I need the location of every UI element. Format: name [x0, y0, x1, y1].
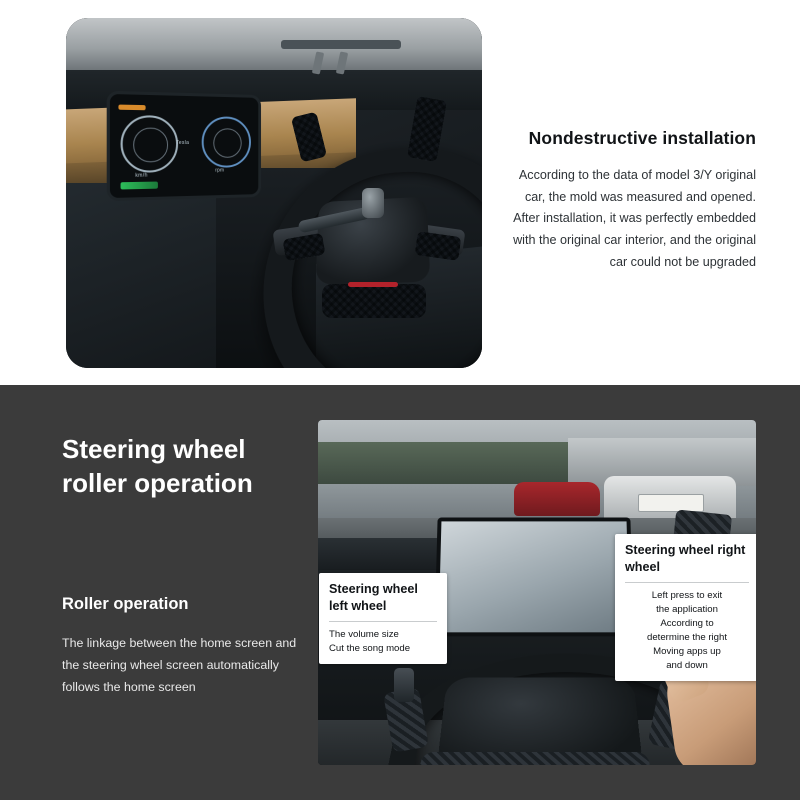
callout-right-line-4: determine the right: [647, 631, 727, 643]
gauge-inner-ring: [213, 128, 242, 158]
stalk-knob: [362, 188, 384, 218]
speed-gauge-icon: [121, 115, 179, 173]
bottom-section: [0, 385, 800, 800]
bottom-subheading: Roller operation: [62, 594, 189, 613]
callout-left-line-2: Cut the song mode: [329, 643, 411, 655]
windshield: [66, 18, 482, 78]
carbon-trim-top-left: [291, 112, 327, 163]
callout-right-title: Steering wheel right wheel: [625, 543, 746, 574]
air-vent: [281, 40, 401, 49]
steering-wheel: [244, 76, 482, 366]
callout-divider: [625, 582, 749, 583]
top-heading: Nondestructive installation: [528, 128, 756, 148]
red-center-stripe: [348, 282, 398, 287]
top-text-block: [498, 128, 756, 273]
top-section: [0, 0, 800, 385]
callout-right-line-3: According to: [660, 618, 714, 630]
license-plate: [638, 494, 704, 512]
tesla-interior-steering-wheel-photo: [66, 18, 482, 368]
cluster-battery-bar: [121, 182, 158, 190]
bottom-heading: Steering wheel roller operation: [62, 434, 253, 498]
instrument-cluster-screen: [110, 94, 258, 198]
bottom-text-block: [62, 433, 310, 698]
callout-left-line-1: The volume size: [329, 629, 399, 641]
left-roller-wheel[interactable]: [394, 668, 414, 702]
callout-divider: [329, 621, 437, 622]
callout-right-line-5: Moving apps up: [653, 645, 721, 657]
callout-right-line-6: and down: [666, 659, 708, 671]
cluster-center-text: Tesla: [176, 139, 190, 146]
red-car: [514, 482, 600, 516]
cluster-label-right: rpm: [215, 167, 225, 174]
callout-right-line-1: Left press to exit: [651, 590, 723, 602]
carbon-trim-bottom: [322, 284, 426, 318]
cluster-warning-bar: [118, 105, 145, 111]
steering-wheel-roller-demo-photo: [318, 420, 756, 765]
callout-right-wheel: [615, 534, 756, 681]
cluster-label-left: km/h: [135, 172, 148, 179]
top-body-text: According to the data of model 3/Y original car, the mold was measured and opened. After installation, it was perfectly embedded with the original car interior, and the original car could not be upgraded: [513, 168, 756, 269]
gauge-inner-ring: [134, 128, 168, 162]
carbon-lower-trim: [418, 752, 652, 765]
callout-left-title: Steering wheel left wheel: [329, 582, 418, 613]
callout-left-wheel: [319, 573, 447, 664]
bottom-body-text: The linkage between the home screen and the steering wheel screen automatically follows the home screen: [62, 635, 297, 694]
callout-right-line-2: the application: [656, 604, 718, 616]
